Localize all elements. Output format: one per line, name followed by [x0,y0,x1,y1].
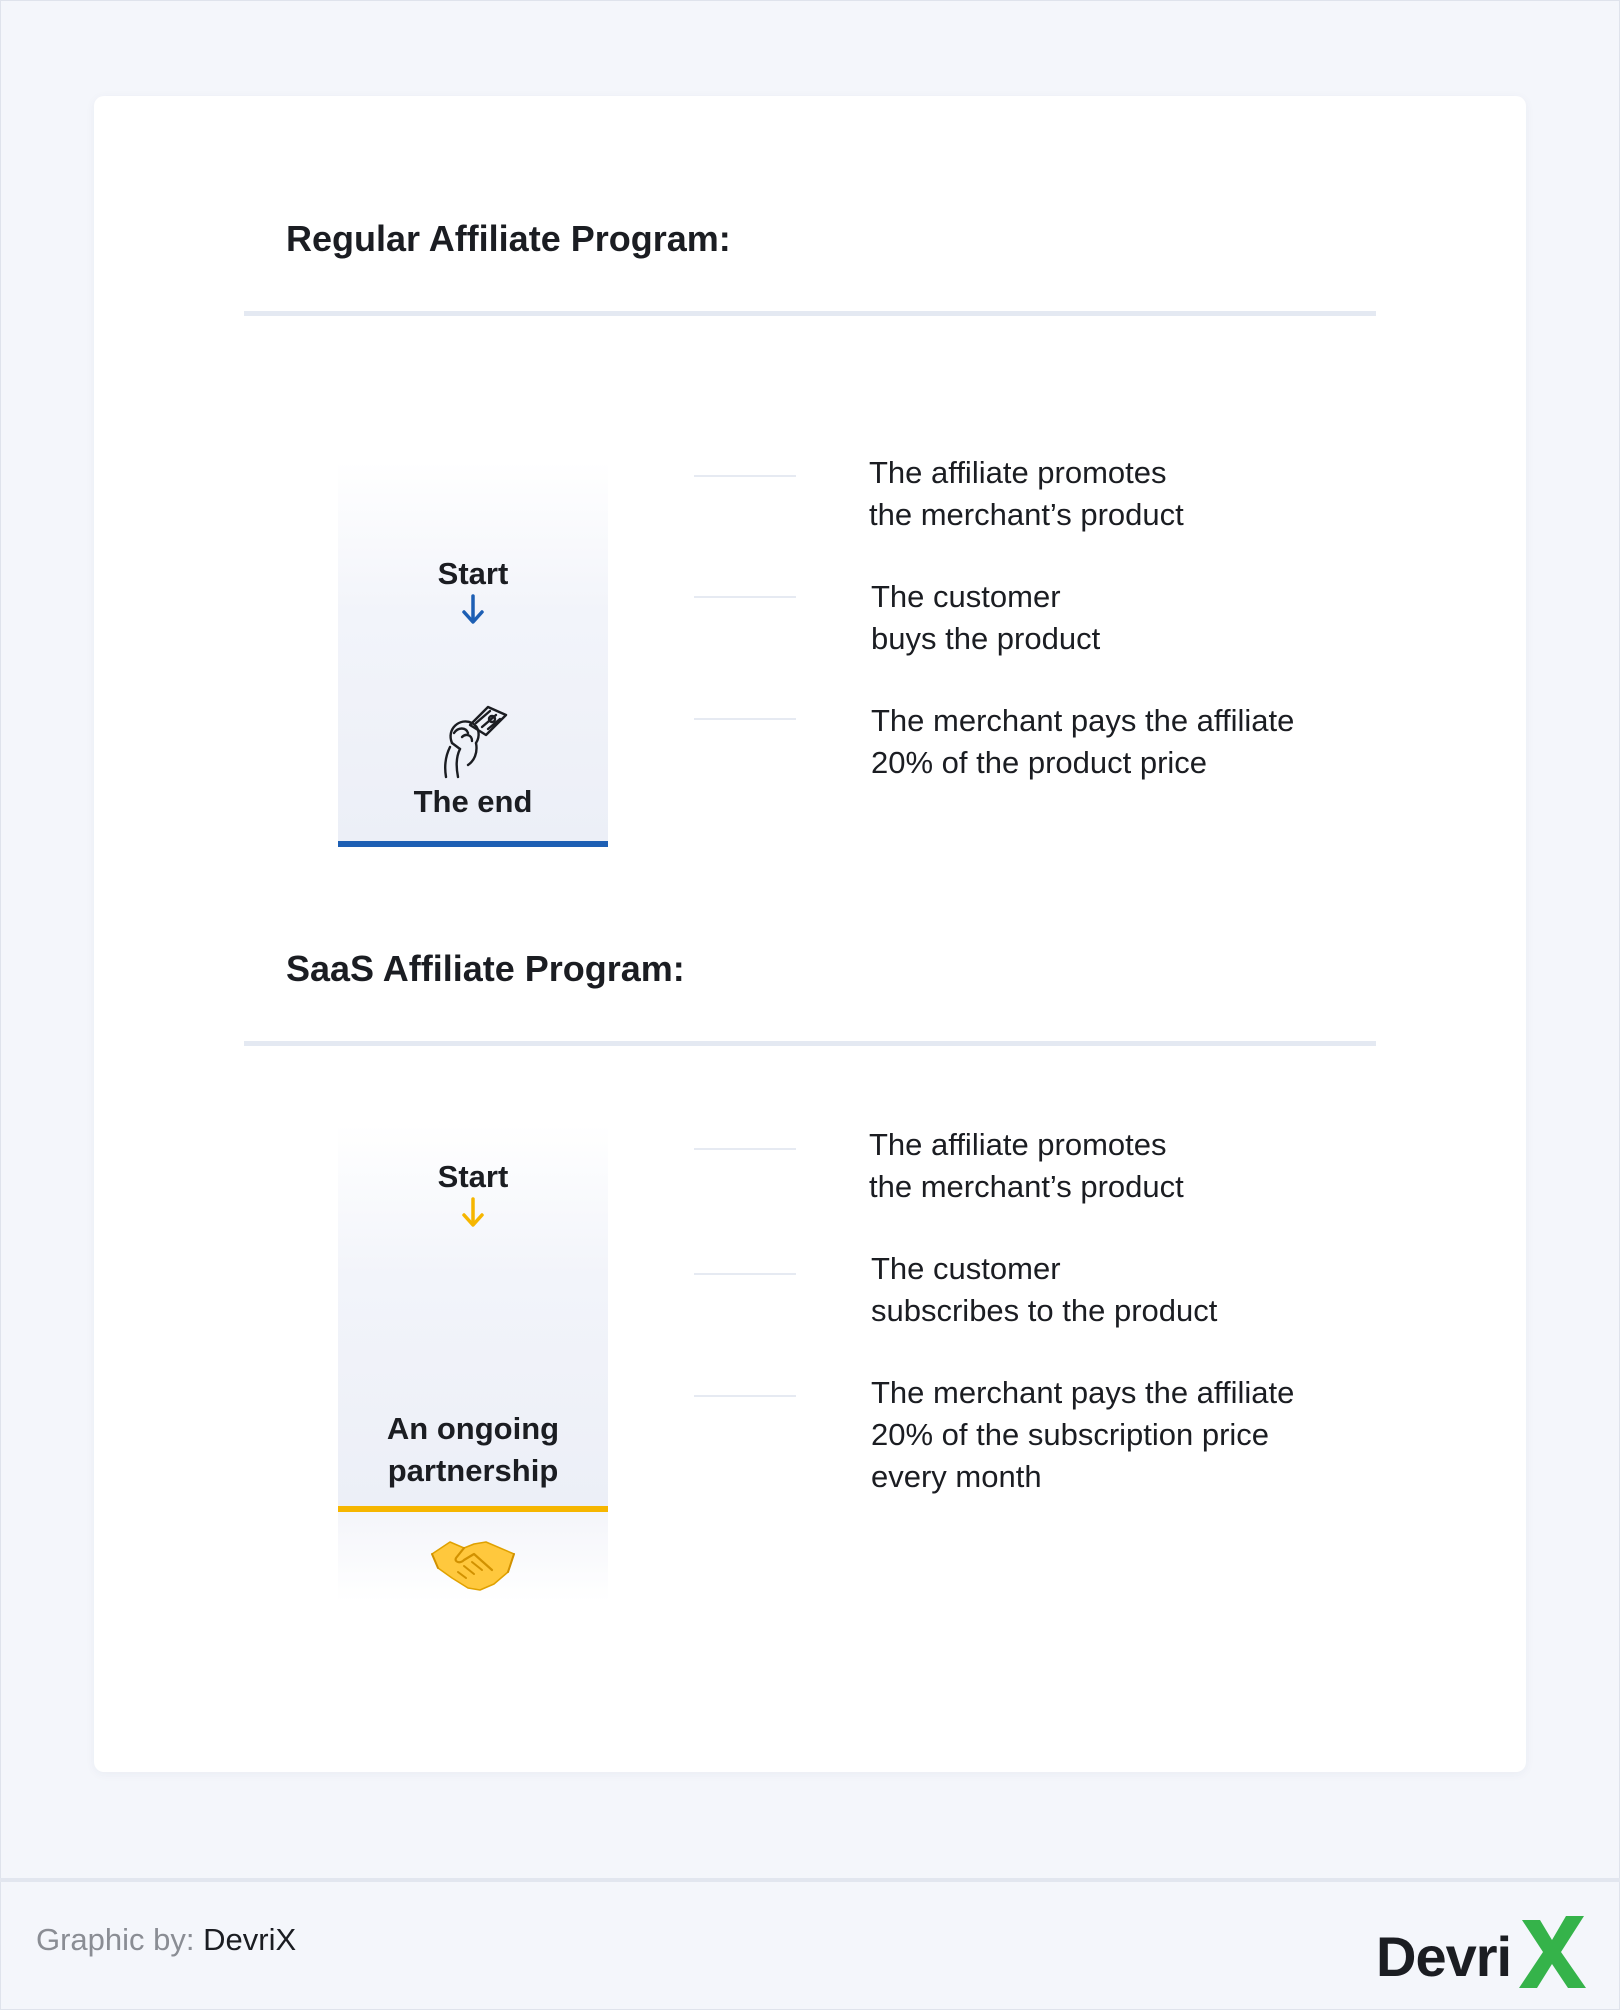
regular-down-arrow-icon [461,594,485,626]
graphic-credit [36,1922,296,1958]
saas-step-2-text: The customer subscribes to the product [871,1251,1218,1328]
regular-step-3-connector [694,718,796,720]
infographic-card [94,96,1526,1772]
saas-step-3-connector [694,1395,796,1397]
saas-flow-column [338,1124,608,1512]
regular-end-label: The end [413,784,533,819]
saas-step-3-text: The merchant pays the affiliate 20% of the subscription price every month [871,1375,1295,1494]
money-hand-icon [436,703,510,779]
regular-step-2-connector [694,596,796,598]
saas-step-1-text: The affiliate promotes the merchant’s product [869,1127,1184,1204]
regular-step-1-connector [694,475,796,477]
regular-program-title: Regular Affiliate Program: [286,218,731,259]
credit-name: DevriX [203,1922,297,1957]
saas-step-1-connector [694,1148,796,1150]
saas-down-arrow-icon [461,1197,485,1229]
logo-text: Devri [1376,1925,1512,1988]
regular-step-3-text: The merchant pays the affiliate 20% of the product price [871,703,1295,780]
saas-handshake-area [338,1512,608,1602]
handshake-icon [428,1532,518,1592]
regular-step-1-text: The affiliate promotes the merchant’s product [869,455,1184,532]
saas-title-divider [244,1041,1376,1046]
regular-start-label: Start [437,556,509,591]
footer-divider [0,1878,1620,1882]
credit-label: Graphic by: [36,1922,195,1957]
regular-flow-column [338,461,608,847]
saas-step-2-connector [694,1273,796,1275]
saas-program-title: SaaS Affiliate Program: [286,948,685,989]
saas-end-label: An ongoing partnership [386,1411,560,1488]
regular-title-divider [244,311,1376,316]
saas-start-label: Start [437,1159,509,1194]
logo-x-mark-icon [1512,1912,1592,1992]
devrix-logo [1376,1908,1586,1992]
regular-step-2-text: The customer buys the product [871,579,1101,656]
